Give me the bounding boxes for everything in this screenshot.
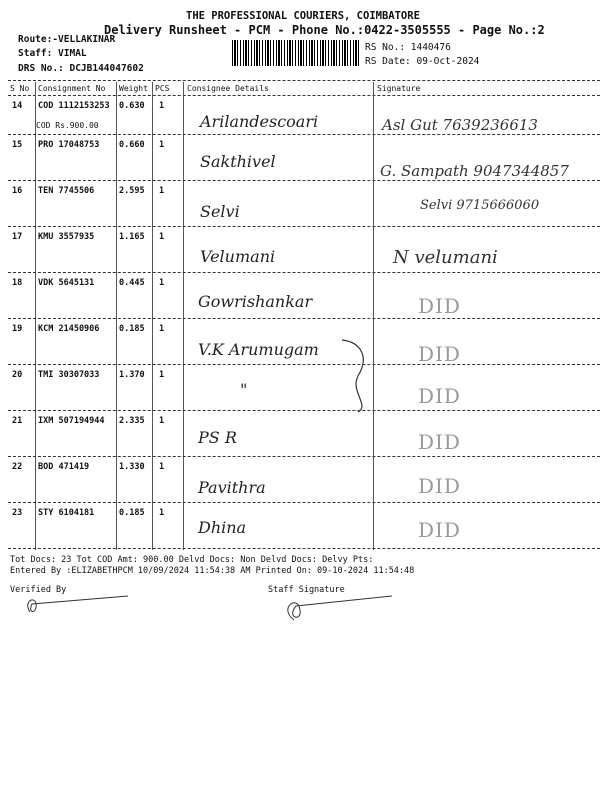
row-weight: 1.165 xyxy=(119,232,145,242)
row-consignment: TEN 7745506 xyxy=(38,186,95,196)
drs-number: DRS No.: DCJB144047602 xyxy=(18,63,144,74)
row-divider xyxy=(8,410,600,411)
col-header-pcs: PCS xyxy=(155,84,170,93)
row-divider xyxy=(8,226,600,227)
row-consignment: PRO 17048753 xyxy=(38,140,100,150)
col-header-weight: Weight xyxy=(119,84,148,93)
row-signature: DID xyxy=(418,294,461,318)
row-divider xyxy=(8,456,600,457)
row-sno: 19 xyxy=(12,324,23,334)
row-divider xyxy=(8,318,600,319)
column-divider xyxy=(35,82,36,550)
rs-date: RS Date: 09-Oct-2024 xyxy=(365,56,480,67)
row-weight: 0.630 xyxy=(119,101,145,111)
row-consignee: Gowrishankar xyxy=(198,292,313,311)
row-consignee: Velumani xyxy=(200,247,276,266)
row-sno: 14 xyxy=(12,101,23,111)
entered-by-line: Entered By :ELIZABETHPCM 10/09/2024 11:54:38 AM Printed On: 09-10-2024 11:54:48 xyxy=(10,566,415,576)
column-divider xyxy=(373,82,374,550)
row-consignment: BOD 471419 xyxy=(38,462,90,472)
row-divider xyxy=(8,364,600,365)
row-pcs: 1 xyxy=(159,508,165,518)
verified-by-signature xyxy=(8,590,138,618)
column-divider xyxy=(116,82,117,550)
row-weight: 2.335 xyxy=(119,416,145,426)
row-pcs: 1 xyxy=(159,370,165,380)
barcode-image xyxy=(232,40,360,66)
row-weight: 0.185 xyxy=(119,324,145,334)
header-bottom-rule xyxy=(8,95,600,96)
row-pcs: 1 xyxy=(159,101,165,111)
column-divider xyxy=(152,82,153,550)
row-sno: 23 xyxy=(12,508,23,518)
handwritten-bracket xyxy=(340,336,380,416)
row-divider xyxy=(8,502,600,503)
row-signature: Selvi 9715666060 xyxy=(420,198,540,213)
row-pcs: 1 xyxy=(159,462,165,472)
column-divider xyxy=(183,82,184,550)
staff-signature-mark xyxy=(268,588,398,628)
col-header-sno: S No xyxy=(10,84,30,93)
row-consignee: V.K Arumugam xyxy=(198,340,319,359)
row-divider xyxy=(8,272,600,273)
row-signature: DID xyxy=(418,430,461,454)
col-header-consignment: Consignment No xyxy=(38,84,106,93)
row-signature: DID xyxy=(418,518,461,542)
row-pcs: 1 xyxy=(159,324,165,334)
runsheet-title: Delivery Runsheet - PCM - Phone No.:0422-3505555 - Page No.:2 xyxy=(104,23,545,37)
row-consignee: " xyxy=(240,380,248,399)
row-divider xyxy=(8,134,600,135)
row-consignee: Pavithra xyxy=(198,478,266,497)
row-signature: N velumani xyxy=(393,247,498,268)
table-bottom-rule xyxy=(8,548,600,549)
rs-number: RS No.: 1440476 xyxy=(365,42,451,53)
row-pcs: 1 xyxy=(159,140,165,150)
row-cod-amount: COD Rs.900.00 xyxy=(36,121,99,130)
row-consignee: Selvi xyxy=(200,202,240,221)
row-divider xyxy=(8,180,600,181)
row-consignee: Sakthivel xyxy=(200,152,276,171)
verified-by-label: Verified By xyxy=(10,585,67,595)
row-weight: 0.445 xyxy=(119,278,145,288)
row-consignment: VDK 5645131 xyxy=(38,278,95,288)
header-top-rule xyxy=(8,80,600,81)
row-pcs: 1 xyxy=(159,232,165,242)
staff-signature-label: Staff Signature xyxy=(268,585,345,595)
row-sno: 17 xyxy=(12,232,23,242)
row-weight: 1.330 xyxy=(119,462,145,472)
row-signature: Asl Gut 7639236613 xyxy=(382,116,538,134)
row-consignment: IXM 507194944 xyxy=(38,416,105,426)
company-name: THE PROFESSIONAL COURIERS, COIMBATORE xyxy=(186,10,420,22)
row-signature: DID xyxy=(418,384,461,408)
row-sno: 22 xyxy=(12,462,23,472)
row-consignment: TMI 30307033 xyxy=(38,370,100,380)
col-header-signature: Signature xyxy=(377,84,421,93)
route-label: Route:-VELLAKINAR xyxy=(18,34,116,45)
row-consignment: COD 1112153253 xyxy=(38,101,110,111)
row-consignment: KMU 3557935 xyxy=(38,232,95,242)
row-consignment: STY 6104181 xyxy=(38,508,95,518)
row-consignee: PS R xyxy=(198,428,237,447)
row-signature: DID xyxy=(418,474,461,498)
row-sno: 18 xyxy=(12,278,23,288)
row-sno: 16 xyxy=(12,186,23,196)
row-weight: 0.185 xyxy=(119,508,145,518)
row-signature: G. Sampath 9047344857 xyxy=(380,162,569,180)
row-consignee: Arilandescoari xyxy=(200,112,319,131)
row-consignment: KCM 21450906 xyxy=(38,324,100,334)
row-pcs: 1 xyxy=(159,186,165,196)
row-sno: 20 xyxy=(12,370,23,380)
row-weight: 1.370 xyxy=(119,370,145,380)
totals-line: Tot Docs: 23 Tot COD Amt: 900.00 Delvd Docs: Non Delvd Docs: Delvy Pts: xyxy=(10,555,374,565)
row-pcs: 1 xyxy=(159,278,165,288)
row-sno: 21 xyxy=(12,416,23,426)
row-pcs: 1 xyxy=(159,416,165,426)
row-weight: 2.595 xyxy=(119,186,145,196)
staff-label: Staff: VIMAL xyxy=(18,48,87,59)
col-header-consignee: Consignee Details xyxy=(187,84,269,93)
row-weight: 0.660 xyxy=(119,140,145,150)
row-consignee: Dhina xyxy=(198,518,247,537)
row-signature: DID xyxy=(418,342,461,366)
row-sno: 15 xyxy=(12,140,23,150)
